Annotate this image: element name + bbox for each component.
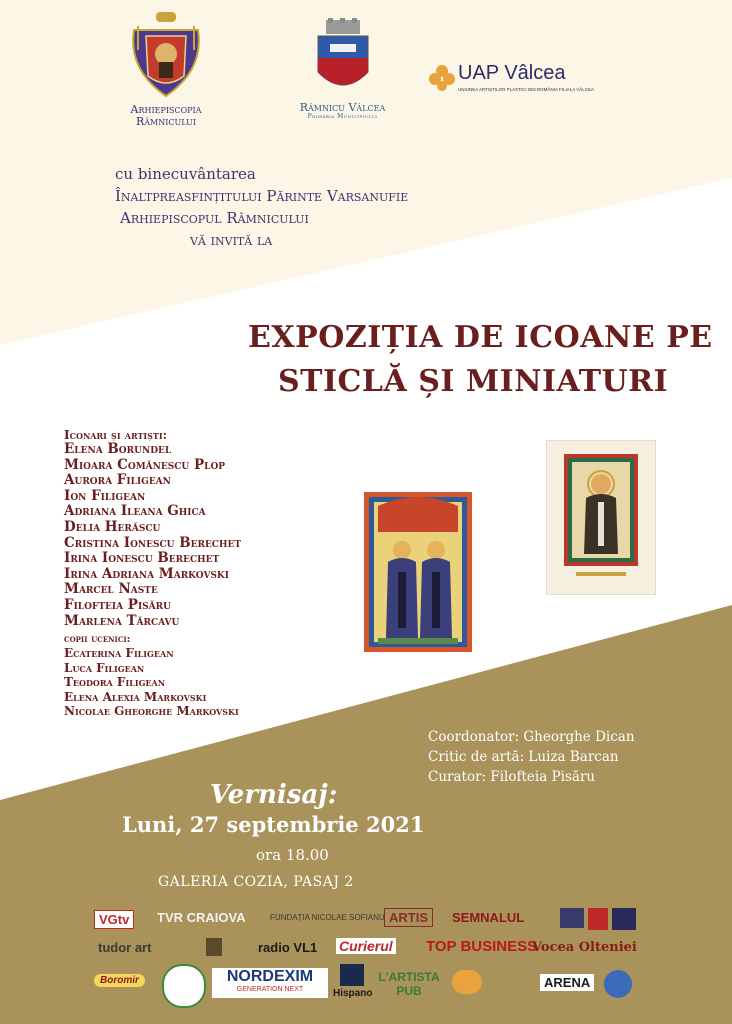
list-item: Nicolae Gheorghe Markovski bbox=[64, 704, 239, 719]
sponsor-nordexim-sub: GENERATION NEXT bbox=[236, 986, 304, 993]
list-item: Ion Filigean bbox=[64, 487, 146, 504]
vernisaj-heading: Vernisaj: bbox=[210, 780, 338, 810]
sponsor-lartista: L'ARTISTA PUB bbox=[378, 970, 440, 998]
event-location: GALERIA COZIA, PASAJ 2 bbox=[158, 874, 354, 890]
city-sub: Primăria Municipiului bbox=[307, 113, 378, 121]
list-item: Irina Adriana Markovski bbox=[64, 565, 229, 582]
sponsor-topbusiness: TOP BUSINESS bbox=[426, 938, 538, 955]
sponsor-radio-vl1: radio VL1 bbox=[258, 940, 318, 955]
invitation-line-1: cu binecuvântarea bbox=[115, 165, 256, 183]
artists-list bbox=[64, 428, 241, 629]
sponsor-ultima-ora-icon bbox=[588, 908, 608, 930]
list-item: Filofteia Pisăru bbox=[64, 596, 171, 613]
list-item: Marcel Naste bbox=[64, 581, 158, 598]
sponsor-artis: ARTIS bbox=[384, 908, 433, 927]
list-item: Elena Borundel bbox=[64, 441, 172, 457]
sponsor-tv21-icon bbox=[560, 908, 584, 928]
icon-two-saints-image bbox=[364, 492, 472, 652]
sponsor-vgtv: VGtv bbox=[94, 910, 134, 929]
invitation-line-3: Arhiepiscopul Râmnicului bbox=[120, 209, 309, 227]
exhibition-title-line-2: STICLĂ ȘI MINIATURI bbox=[278, 364, 669, 399]
invitation-line-4: vă invită la bbox=[190, 231, 273, 249]
artists-header: Iconari și artiști: bbox=[64, 428, 168, 442]
list-item: Delia Herăscu bbox=[64, 518, 161, 535]
exhibition-title-line-1: EXPOZIȚIA DE ICOANE PE bbox=[248, 320, 713, 355]
sponsor-nordexim-box bbox=[212, 968, 328, 998]
sponsor-hispano: Hispano bbox=[333, 988, 373, 999]
sponsor-nordexim: NORDEXIM bbox=[226, 968, 314, 985]
archdiocese-label-1: Arhiepiscopia bbox=[130, 103, 202, 116]
students-header: copii ucenici: bbox=[64, 633, 131, 645]
credits-block bbox=[428, 727, 635, 787]
sponsor-boromir: Boromir bbox=[94, 974, 145, 987]
archdiocese-label-2: Râmnicului bbox=[135, 115, 197, 129]
uap-flower-icon bbox=[428, 64, 456, 92]
city-logo bbox=[290, 18, 395, 121]
uap-label: UAP Vâlcea bbox=[458, 62, 566, 84]
archdiocese-logo bbox=[126, 10, 206, 128]
critic-text: Critic de artă: Luiza Barcan bbox=[428, 749, 619, 765]
icon-single-saint-image bbox=[546, 440, 656, 595]
event-time: ora 18.00 bbox=[256, 846, 329, 864]
sponsor-tvr: TVR CRAIOVA bbox=[157, 910, 246, 925]
list-item: Cristina Ionescu Berechet bbox=[64, 534, 242, 551]
uap-sub: UNIUNEA ARTIȘTILOR PLASTICI DIN ROMÂNIA FILIALA VÂLCEA bbox=[458, 87, 594, 92]
sponsor-diana-icon bbox=[162, 964, 206, 1008]
sponsor-fundatia: FUNDAȚIA NICOLAE SOFIANU bbox=[270, 913, 385, 922]
sponsor-intell-icon bbox=[452, 970, 482, 994]
sponsor-art-icon bbox=[206, 938, 222, 956]
list-item: Mioara Comănescu Plop bbox=[64, 456, 226, 473]
sponsor-arena: ARENA bbox=[540, 974, 594, 991]
list-item: Marlena Tărcavu bbox=[64, 612, 180, 629]
invitation-line-2: Înaltpreasfințitului Părinte Varsanufie bbox=[115, 187, 409, 205]
list-item: Aurora Filigean bbox=[64, 472, 171, 489]
list-item: Ecaterina Filigean bbox=[64, 646, 174, 660]
archdiocese-crest-icon bbox=[126, 10, 206, 100]
students-list bbox=[64, 632, 239, 719]
sponsor-valcea-icon bbox=[604, 970, 632, 998]
list-item: Teodora Filigean bbox=[64, 675, 166, 690]
sponsor-semnalul: SEMNALUL bbox=[452, 910, 525, 925]
sponsor-curierul: Curierul bbox=[336, 938, 396, 954]
event-date: Luni, 27 septembrie 2021 bbox=[122, 812, 425, 837]
curator-text: Curator: Filofteia Pisăru bbox=[428, 769, 596, 785]
list-item: Irina Ionescu Berechet bbox=[64, 550, 220, 567]
city-crest-icon bbox=[290, 18, 395, 98]
city-label: Râmnicu Vâlcea bbox=[299, 101, 386, 114]
sponsor-hispano-icon bbox=[340, 964, 364, 986]
list-item: Adriana Ileana Ghica bbox=[64, 503, 206, 520]
sponsor-tudor-art: tudor art bbox=[98, 940, 152, 955]
list-item: Luca Filigean bbox=[64, 660, 145, 675]
coordinator-text: Coordonator: Gheorghe Dican bbox=[428, 729, 635, 745]
sponsor-radio-icon bbox=[612, 908, 636, 930]
list-item: Elena Alexia Markovski bbox=[64, 689, 207, 704]
sponsor-vocea-olteniei: Vocea Olteniei bbox=[532, 940, 637, 955]
